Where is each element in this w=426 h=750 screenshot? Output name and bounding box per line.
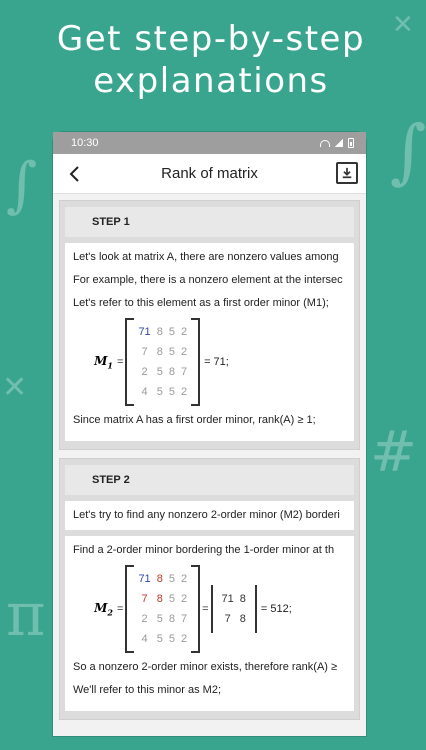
matrix-cell: 2 xyxy=(180,386,188,398)
status-time: 10:30 xyxy=(71,137,99,149)
decor-symbol: ✕ xyxy=(2,370,28,405)
det-cell: 7 xyxy=(224,613,231,625)
matrix-label: $M_1$ xyxy=(94,353,113,371)
matrix-cell: 5 xyxy=(168,633,175,645)
step-2-intro xyxy=(65,501,354,530)
decor-symbol: ✕ xyxy=(392,10,414,40)
step-2-matrix xyxy=(125,565,200,653)
status-icons xyxy=(320,138,354,148)
matrix-label: $M_2$ xyxy=(94,600,113,618)
headline: Get step-by-step explanations xyxy=(56,19,366,101)
step-1-line-2: For example, there is a nonzero element at the intersec xyxy=(73,274,343,286)
matrix-cell: 2 xyxy=(180,573,188,585)
matrix-cell: 5 xyxy=(168,346,175,358)
matrix-cell: 5 xyxy=(156,366,163,378)
equals-sign: = xyxy=(117,603,124,615)
matrix-cell: 7 xyxy=(141,346,148,358)
matrix-cell: 5 xyxy=(156,613,163,625)
matrix-cell: 2 xyxy=(180,593,188,605)
matrix-cell: 4 xyxy=(141,633,148,645)
step-1-matrix-row xyxy=(73,318,346,406)
step-1-matrix xyxy=(125,318,200,406)
step-1-body xyxy=(65,243,354,441)
signal-icon xyxy=(335,139,343,147)
step-2-line-3: So a nonzero 2-order minor exists, therefore rank(A) ≥ xyxy=(73,661,338,673)
equals-sign: = xyxy=(202,603,209,615)
matrix-cell: 7 xyxy=(180,366,188,378)
matrix-cell: 2 xyxy=(141,613,148,625)
matrix-cell: 4 xyxy=(141,386,148,398)
matrix-cell: 8 xyxy=(156,346,163,358)
matrix-cell: 2 xyxy=(180,633,188,645)
step-2-body xyxy=(65,536,354,711)
chevron-left-icon xyxy=(68,166,80,182)
matrix-cell: 2 xyxy=(180,326,188,338)
matrix-cell: 2 xyxy=(141,366,148,378)
matrix-cell: 7 xyxy=(180,613,188,625)
matrix-cell: 2 xyxy=(180,346,188,358)
matrix-cell: 8 xyxy=(168,366,175,378)
app-bar xyxy=(53,154,366,194)
step-2-label: STEP 2 xyxy=(65,465,354,495)
equals-sign: = xyxy=(117,356,124,368)
matrix-cell: 5 xyxy=(156,386,163,398)
download-button[interactable] xyxy=(336,162,358,184)
matrix-cell: 71 xyxy=(138,573,151,585)
matrix-cell: 5 xyxy=(168,593,175,605)
step-2-card xyxy=(59,458,360,720)
step-1-label: STEP 1 xyxy=(65,207,354,237)
matrix-cell: 71 xyxy=(138,326,151,338)
status-bar xyxy=(53,132,366,154)
decor-symbol: π xyxy=(6,580,46,650)
solution-content[interactable] xyxy=(53,194,366,720)
det-cell: 8 xyxy=(239,593,246,605)
back-button[interactable] xyxy=(63,163,85,185)
matrix-cell: 8 xyxy=(156,593,163,605)
page-title: Rank of matrix xyxy=(161,165,258,182)
step-2-matrix-row xyxy=(73,565,346,653)
decor-symbol: # xyxy=(370,420,417,485)
phone-frame xyxy=(53,132,366,736)
battery-icon xyxy=(348,138,354,148)
det-cell: 71 xyxy=(221,593,234,605)
step-2-line-1: Let's try to find any nonzero 2-order minor (M2) borderi xyxy=(73,509,340,521)
step-1-card xyxy=(59,200,360,450)
matrix-cell: 5 xyxy=(156,633,163,645)
matrix-cell: 7 xyxy=(141,593,148,605)
step-2-determinant xyxy=(211,585,257,633)
det-cell: 8 xyxy=(239,613,246,625)
step-2-result: = 512; xyxy=(260,603,292,615)
matrix-cell: 5 xyxy=(168,326,175,338)
wifi-icon xyxy=(320,140,330,147)
step-1-conclusion: Since matrix A has a first order minor, rank(A) ≥ 1; xyxy=(73,414,316,426)
step-1-line-3: Let's refer to this element as a first order minor (M1); xyxy=(73,297,329,309)
matrix-cell: 8 xyxy=(156,573,163,585)
step-2-line-4: We'll refer to this minor as M2; xyxy=(73,684,221,696)
step-2-line-2: Find a 2-order minor bordering the 1-order minor at th xyxy=(73,544,335,556)
matrix-cell: 5 xyxy=(168,573,175,585)
decor-symbol: ∫ xyxy=(390,110,426,192)
step-1-line-1: Let's look at matrix A, there are nonzero values among xyxy=(73,251,339,263)
download-icon xyxy=(341,167,353,179)
step-1-result: = 71; xyxy=(204,356,229,368)
matrix-cell: 5 xyxy=(168,386,175,398)
matrix-cell: 8 xyxy=(168,613,175,625)
matrix-cell: 8 xyxy=(156,326,163,338)
decor-symbol: ∫ xyxy=(6,150,38,220)
